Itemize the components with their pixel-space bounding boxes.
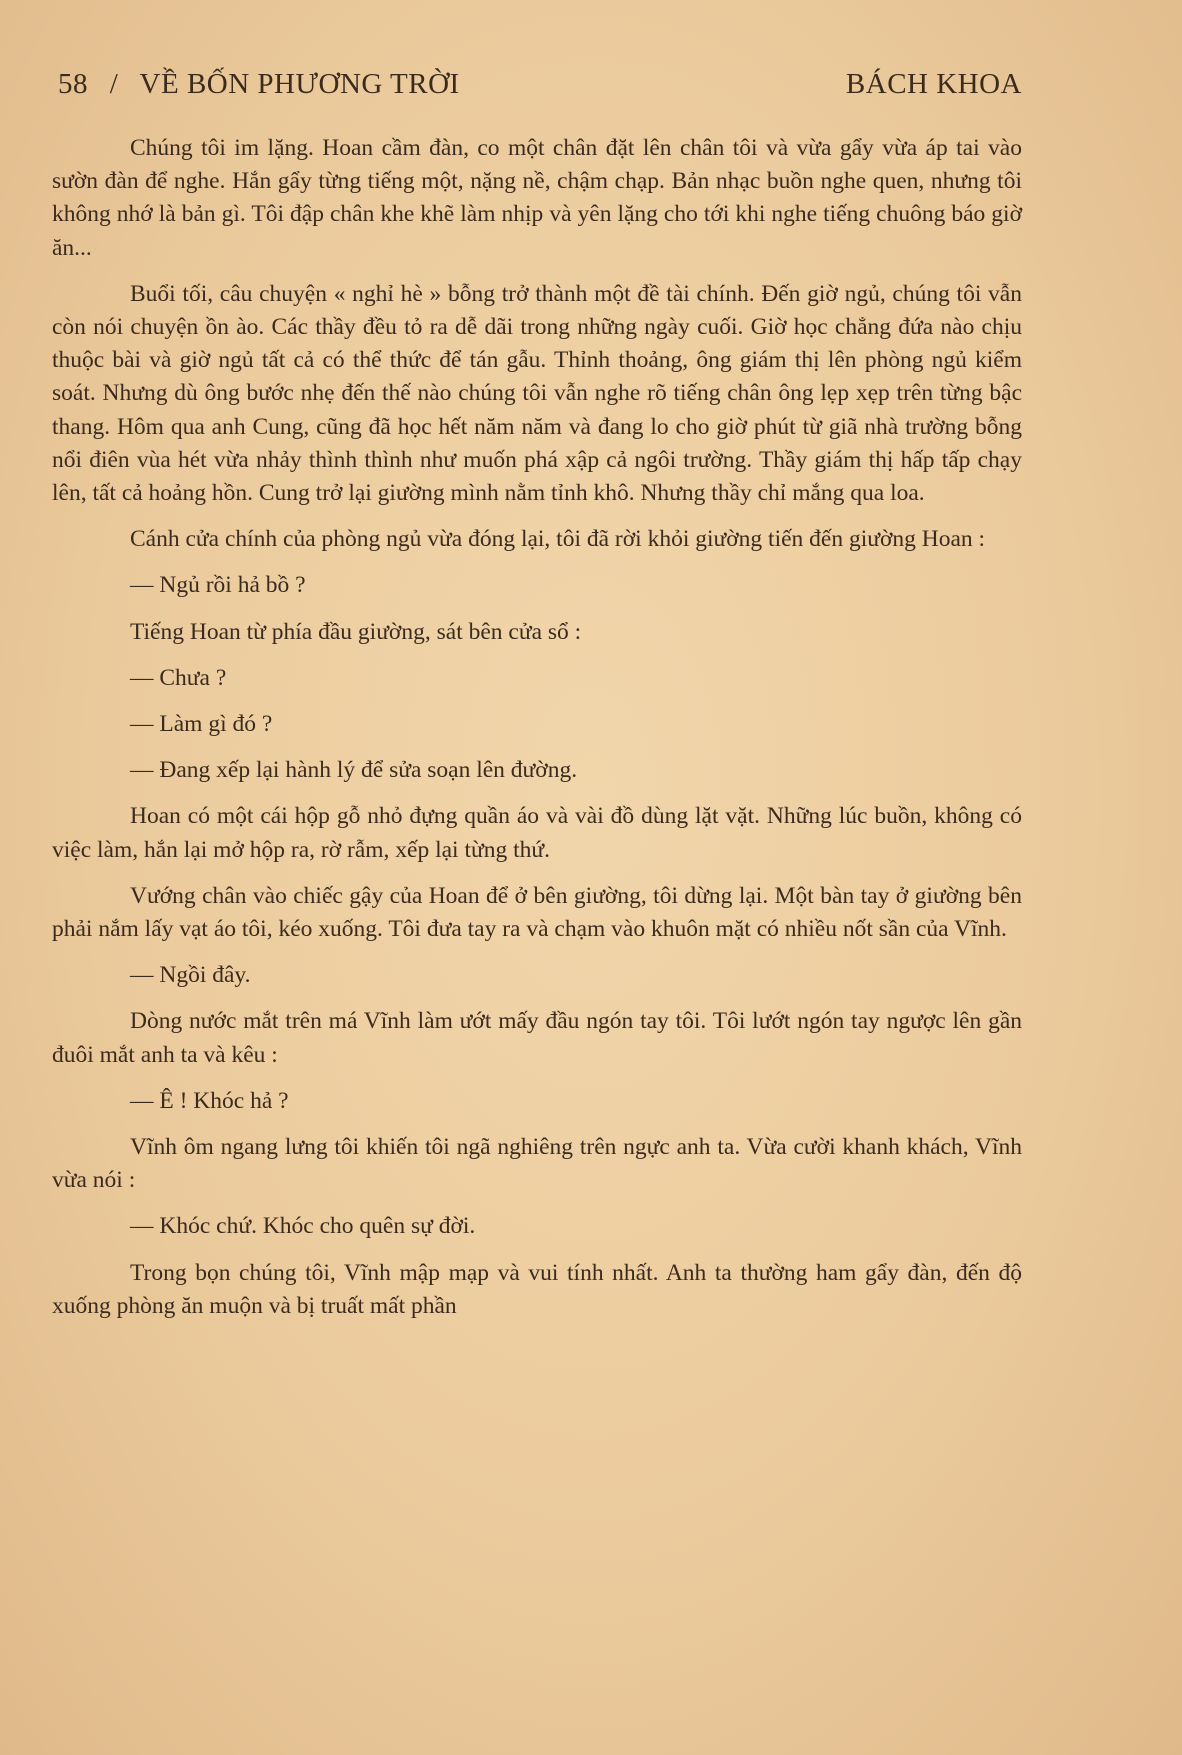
- paragraph: Cánh cửa chính của phòng ngủ vừa đóng lại, tôi đã rời khỏi giường tiến đến giường Hoan :: [130, 526, 986, 553]
- dialogue-line: — Ê ! Khóc hả ?: [130, 1087, 289, 1114]
- dialogue-line: — Chưa ?: [130, 664, 227, 691]
- paragraph: Chúng tôi im lặng. Hoan cầm đàn, co một chân đặt lên chân tôi và vừa gẩy vừa áp tai vào sườn đàn để nghe. Hắn gẩy từng tiếng một, nặng nề, chậm chạp. Bản nhạc buồn nghe quen, nhưng tôi không nhớ là bản gì. Tôi đập chân khe khẽ làm nhịp và yên lặng cho tới khi nghe tiếng chuông báo giờ ăn...: [52, 135, 1022, 261]
- dialogue-line: — Ngồi đây.: [130, 962, 251, 989]
- dialogue-line: — Làm gì đó ?: [130, 711, 273, 738]
- article-body: [52, 132, 1022, 1323]
- dialogue-line: — Khóc chứ. Khóc cho quên sự đời.: [130, 1213, 476, 1240]
- dialogue-line: — Ngủ rồi hả bồ ?: [130, 572, 306, 599]
- header-separator: /: [109, 68, 119, 100]
- header-left: [58, 68, 474, 101]
- dialogue-line: — Đang xếp lại hành lý để sửa soạn lên đường.: [130, 757, 578, 784]
- paragraph: Tiếng Hoan từ phía đầu giường, sát bên cửa sổ :: [130, 618, 582, 645]
- paragraph: Buổi tối, câu chuyện « nghỉ hè » bỗng trở thành một đề tài chính. Đến giờ ngủ, chúng tôi vẫn còn nói chuyện ồn ào. Các thầy đều tỏ ra dễ dãi trong những ngày cuối. Giờ học chẳng đứa nào chịu thuộc bài và giờ ngủ tất cả có thể thức để tán gẫu. Thỉnh thoảng, ông giám thị lên phòng ngủ kiểm soát. Nhưng dù ông bước nhẹ đến thế nào chúng tôi vẫn nghe rõ tiếng chân ông lẹp xẹp trên từng bậc thang. Hôm qua anh Cung, cũng đã học hết năm năm và đang lo cho giờ phút từ giã nhà trường bỗng nổi điên vùa hét vừa nhảy thình thình như muốn phá xập cả ngôi trường. Thầy giám thị hấp tấp chạy lên, tất cả hoảng hồn. Cung trở lại giường mình nằm tỉnh khô. Nhưng thầy chỉ mắng qua loa.: [52, 280, 1022, 507]
- paragraph: Trong bọn chúng tôi, Vĩnh mập mạp và vui tính nhất. Anh ta thường ham gẩy đàn, đến độ xuống phòng ăn muộn và bị truất mất phần: [52, 1259, 1022, 1319]
- paragraph: Vướng chân vào chiếc gậy của Hoan để ở bên giường, tôi dừng lại. Một bàn tay ở giường bên phải nắm lấy vạt áo tôi, kéo xuống. Tôi đưa tay ra và chạm vào khuôn mặt có nhiều nốt sần của Vĩnh.: [52, 882, 1022, 943]
- magazine-title: BÁCH KHOA: [845, 68, 1022, 100]
- paragraph: Dòng nước mắt trên má Vĩnh làm ướt mấy đầu ngón tay tôi. Tôi lướt ngón tay ngược lên gần đuôi mắt anh ta và kêu :: [52, 1008, 1022, 1068]
- section-title: VỀ BỐN PHƯƠNG TRỜI: [139, 68, 460, 100]
- page-number: 58: [58, 68, 88, 100]
- paragraph: Vĩnh ôm ngang lưng tôi khiến tôi ngã nghiêng trên ngực anh ta. Vừa cười khanh khách, Vĩnh vừa nói :: [52, 1134, 1022, 1194]
- paragraph: Hoan có một cái hộp gỗ nhỏ đựng quần áo và vài đồ dùng lặt vặt. Những lúc buồn, không có việc làm, hắn lại mở hộp ra, rờ rẫm, xếp lại từng thứ.: [52, 803, 1022, 863]
- running-header: [58, 68, 1022, 101]
